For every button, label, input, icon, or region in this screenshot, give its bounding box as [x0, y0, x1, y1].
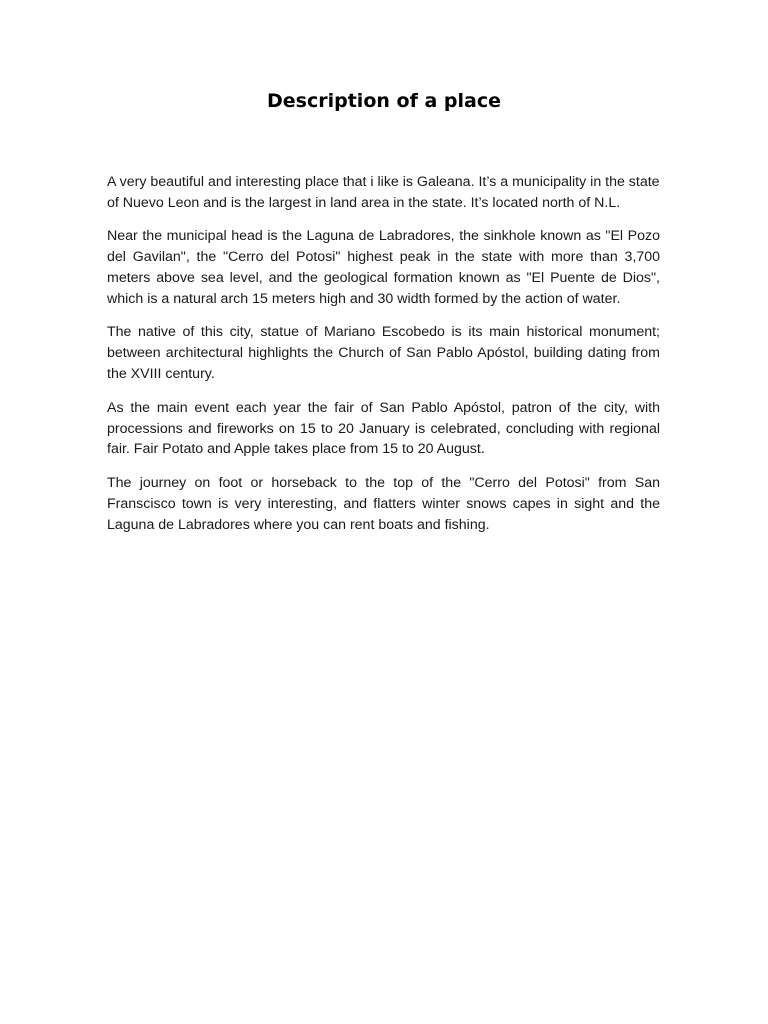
- document-title: Description of a place: [267, 90, 501, 112]
- paragraph-events: As the main event each year the fair of San Pablo Apóstol, patron of the city, with processions and fireworks on 15 to 20 January is celebrated, concluding with regional fair. Fair Potato and Apple takes place from 15 to 20 August.: [107, 399, 660, 458]
- paragraph-monuments: The native of this city, statue of Mariano Escobedo is its main historical monument; between architectural highlights the Church of San Pablo Apóstol, building dating from the XVIII century.: [107, 324, 660, 383]
- paragraph-landmarks: Near the municipal head is the Laguna de Labradores, the sinkhole known as "El Pozo del Gavilan", the "Cerro del Potosi" highest peak in the state with more than 3,700 meters above sea level, and the geological formation known as "El Puente de Dios", which is a natural arch 15 meters high and 30 width formed by the action of water.: [107, 228, 660, 308]
- paragraph-journey: The journey on foot or horseback to the top of the "Cerro del Potosi" from San Franscisco town is very interesting, and flatters winter snows capes in sight and the Laguna de Labradores where you can rent boats and fishing.: [107, 474, 660, 533]
- document-body: [107, 172, 660, 548]
- paragraph-intro: A very beautiful and interesting place that i like is Galeana. It’s a municipality in the state of Nuevo Leon and is the largest in land area in the state. It’s located north of N.L.: [107, 174, 660, 211]
